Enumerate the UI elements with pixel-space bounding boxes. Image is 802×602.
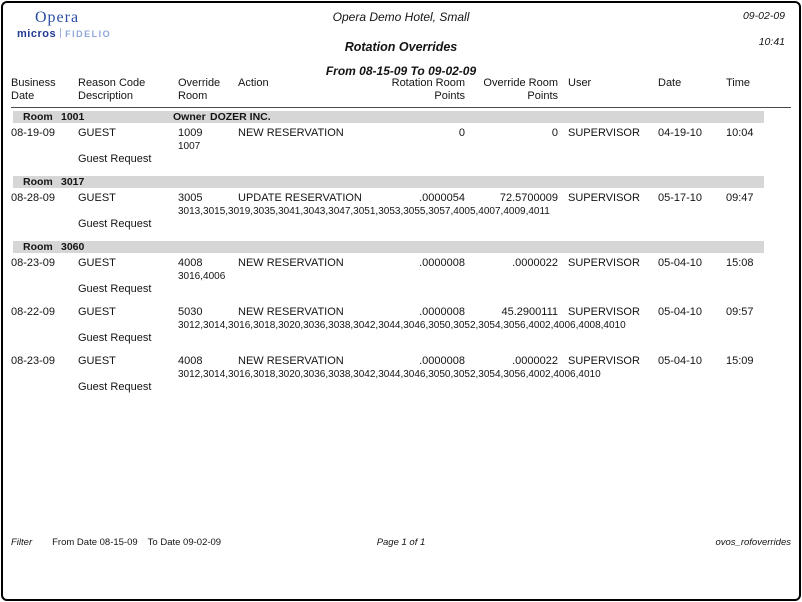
user-cell: SUPERVISOR <box>568 355 640 367</box>
col-header-rotation-room-points: Rotation Room Points <box>391 77 465 102</box>
opera-logo-text: Opera <box>35 9 80 26</box>
business-date-cell: 08-22-09 <box>11 306 56 318</box>
print-date: 09-02-09 <box>742 10 785 22</box>
report-header <box>3 3 799 78</box>
override-points-cell: .0000022 <box>512 257 558 269</box>
reason-code-cell: GUEST <box>78 306 116 318</box>
date-cell: 04-19-10 <box>658 127 703 139</box>
report-id: ovos_rofoverrides <box>715 537 791 548</box>
override-room-list: 3012,3014,3016,3018,3020,3036,3038,3042,3044,3046,3050,3052,3054,3056,4002,4006,4010 <box>178 369 601 380</box>
micros-logo-text: micros <box>17 28 57 40</box>
date-cell: 05-17-10 <box>658 192 703 204</box>
business-date-cell: 08-23-09 <box>11 257 56 269</box>
override-room-list: 3012,3014,3016,3018,3020,3036,3038,3042,3044,3046,3050,3052,3054,3056,4002,4006,4008,4010 <box>178 320 626 331</box>
hotel-name: Opera Demo Hotel, Small <box>332 10 470 24</box>
time-cell: 09:57 <box>726 306 754 318</box>
action-cell: NEW RESERVATION <box>238 127 344 139</box>
override-room-list: 3013,3015,3019,3035,3041,3043,3047,3051,3053,3055,3057,4005,4007,4009,4011 <box>178 206 550 217</box>
owner-name: DOZER INC. <box>210 111 271 123</box>
override-points-cell: 45.2900111 <box>501 306 558 318</box>
col-header-time: Time <box>726 77 751 89</box>
col-header-action: Action <box>238 77 269 89</box>
col-header-reason-code: Reason Code Description <box>78 77 146 102</box>
table-header-row <box>11 77 791 103</box>
override-room-cell: 4008 <box>178 257 203 269</box>
reason-description: Guest Request <box>78 332 152 344</box>
user-cell: SUPERVISOR <box>568 306 640 318</box>
date-cell: 05-04-10 <box>658 257 703 269</box>
table-row <box>11 192 791 231</box>
override-room-cell: 5030 <box>178 306 203 318</box>
reason-code-cell: GUEST <box>78 127 116 139</box>
action-cell: NEW RESERVATION <box>238 257 344 269</box>
header-center <box>3 3 799 78</box>
override-room-cell: 4008 <box>178 355 203 367</box>
room-number: 3017 <box>61 176 85 188</box>
report-footer <box>11 537 791 548</box>
rotation-points-cell: .0000008 <box>419 257 465 269</box>
business-date-cell: 08-23-09 <box>11 355 56 367</box>
reason-description: Guest Request <box>78 381 152 393</box>
business-date-cell: 08-28-09 <box>11 192 56 204</box>
user-cell: SUPERVISOR <box>568 257 640 269</box>
action-cell: NEW RESERVATION <box>238 306 344 318</box>
col-header-override-room-points: Override Room Points <box>483 77 558 102</box>
reason-code-cell: GUEST <box>78 355 116 367</box>
override-room-cell: 1009 <box>178 127 203 139</box>
override-points-cell: 0 <box>551 127 558 139</box>
date-cell: 05-04-10 <box>658 355 703 367</box>
group-header-room-1001 <box>13 111 764 123</box>
rotation-points-cell: .0000008 <box>419 355 465 367</box>
group-header-room-3060 <box>13 241 764 253</box>
override-room-list: 3016,4006 <box>178 271 226 282</box>
reason-code-cell: GUEST <box>78 257 116 269</box>
room-label: Room <box>23 111 53 123</box>
time-cell: 15:08 <box>726 257 754 269</box>
header-divider <box>11 107 791 108</box>
override-points-cell: 72.5700009 <box>499 192 558 204</box>
report-date-range: From 08-15-09 To 09-02-09 <box>325 64 477 78</box>
business-date-cell: 08-19-09 <box>11 127 56 139</box>
rotation-points-cell: .0000054 <box>419 192 465 204</box>
report-title: Rotation Overrides <box>344 40 458 54</box>
reason-description: Guest Request <box>78 218 152 230</box>
room-label: Room <box>23 176 53 188</box>
col-header-override-room: Override Room <box>178 77 221 102</box>
page-number: Page 1 of 1 <box>376 537 426 548</box>
reason-description: Guest Request <box>78 283 152 295</box>
room-number: 3060 <box>61 241 85 253</box>
filter-from-date: From Date 08-15-09 <box>52 537 138 548</box>
table-row <box>11 306 791 345</box>
owner-label: Owner <box>173 111 206 123</box>
table-row <box>11 355 791 394</box>
room-label: Room <box>23 241 53 253</box>
col-header-user: User <box>568 77 592 89</box>
override-points-cell: .0000022 <box>512 355 558 367</box>
action-cell: NEW RESERVATION <box>238 355 344 367</box>
user-cell: SUPERVISOR <box>568 127 640 139</box>
table-row <box>11 257 791 296</box>
time-cell: 10:04 <box>726 127 754 139</box>
report-page <box>1 1 801 601</box>
rotation-points-cell: .0000008 <box>419 306 465 318</box>
filter-label: Filter <box>11 537 33 548</box>
date-cell: 05-04-10 <box>658 306 703 318</box>
user-cell: SUPERVISOR <box>568 192 640 204</box>
override-room-cell: 3005 <box>178 192 203 204</box>
print-time: 10:41 <box>758 36 785 48</box>
reason-code-cell: GUEST <box>78 192 116 204</box>
override-room-list: 1007 <box>178 141 201 152</box>
col-header-business-date: Business Date <box>11 77 56 102</box>
action-cell: UPDATE RESERVATION <box>238 192 362 204</box>
reason-description: Guest Request <box>78 153 152 165</box>
room-number: 1001 <box>61 111 85 123</box>
table-row <box>11 127 791 166</box>
report-body <box>3 77 799 394</box>
rotation-points-cell: 0 <box>458 127 465 139</box>
time-cell: 09:47 <box>726 192 754 204</box>
group-header-room-3017 <box>13 176 764 188</box>
filter-to-date: To Date 09-02-09 <box>147 537 222 548</box>
time-cell: 15:09 <box>726 355 754 367</box>
col-header-date: Date <box>658 77 682 89</box>
fidelio-logo-text: FIDELIO <box>65 29 112 39</box>
